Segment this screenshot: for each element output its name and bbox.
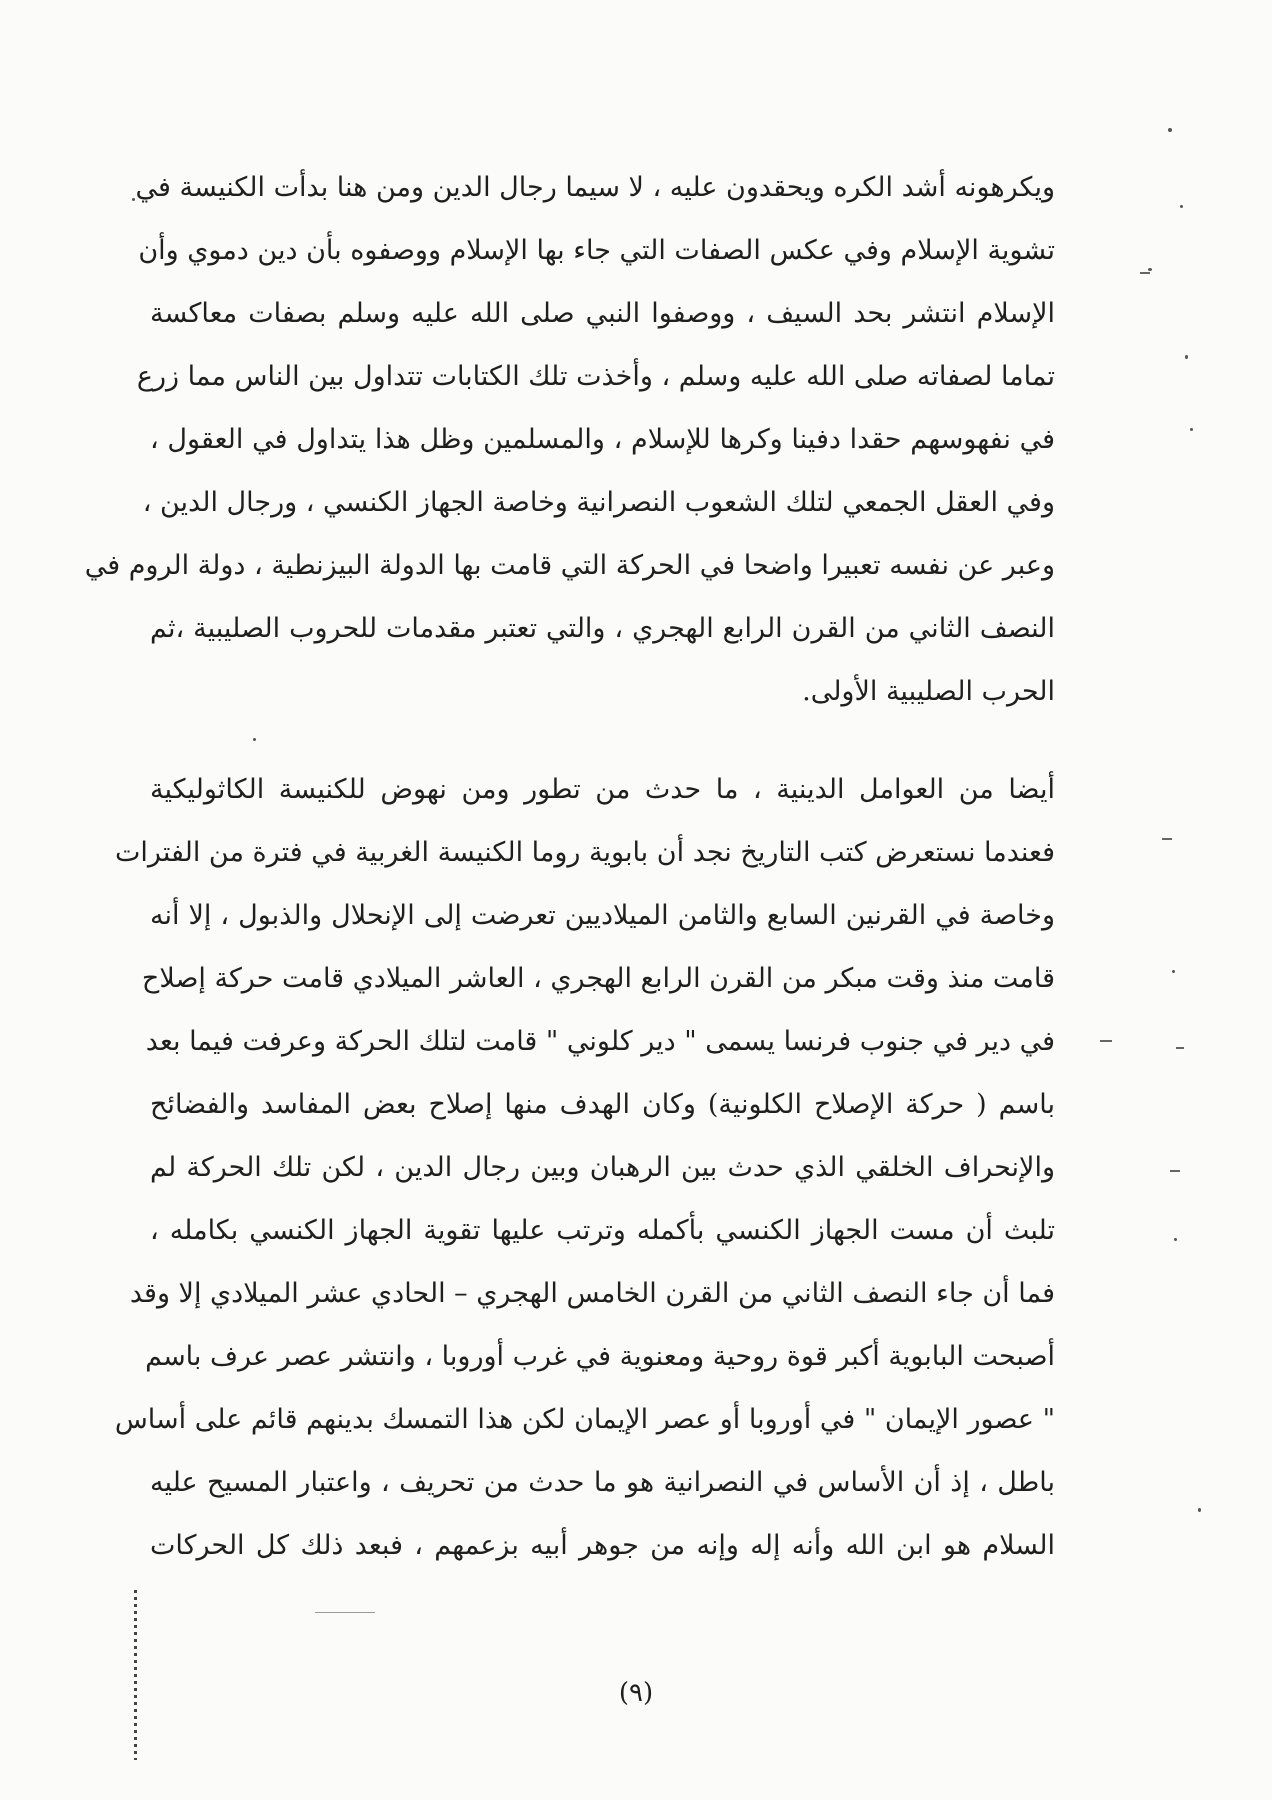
text-line: الإسلام انتشر بحد السيف ، ووصفوا النبي صلى الله عليه وسلم بصفات معاكسة [150, 298, 1055, 329]
text-line: " عصور الإيمان " في أوروبا أو عصر الإيمان لكن هذا التمسك بدينهم قائم على أساس [114, 1404, 1055, 1435]
scan-dash [1162, 838, 1172, 840]
scan-speck [1180, 205, 1183, 208]
scan-speck [1168, 128, 1172, 132]
text-line: فما أن جاء النصف الثاني من القرن الخامس الهجري – الحادي عشر الميلادي إلا وقد [129, 1278, 1055, 1309]
text-line: وخاصة في القرنين السابع والثامن الميلاديين تعرضت إلى الإنحلال والذبول ، إلا أنه [150, 900, 1055, 931]
text-line: والإنحراف الخلقي الذي حدث بين الرهبان وبين رجال الدين ، لكن تلك الحركة لم [150, 1152, 1055, 1183]
scan-dash [1100, 1040, 1112, 1042]
text-line: تلبث أن مست الجهاز الكنسي بأكمله وترتب عليها تقوية الجهاز الكنسي بكامله ، [150, 1215, 1055, 1246]
text-line: أيضا من العوامل الدينية ، ما حدث من تطور ومن نهوض للكنيسة الكاثوليكية [150, 774, 1055, 805]
scan-speck [1172, 970, 1175, 973]
text-line: باسم ( حركة الإصلاح الكلونية) وكان الهدف منها إصلاح بعض المفاسد والفضائح [150, 1089, 1055, 1120]
text-line: تماما لصفاته صلى الله عليه وسلم ، وأخذت تلك الكتابات تتداول بين الناس مما زرع [136, 361, 1055, 392]
scan-dash [315, 1612, 375, 1613]
scan-speck [1190, 428, 1193, 431]
text-line: الحرب الصليبية الأولى. [802, 676, 1055, 707]
scan-dash [1170, 1170, 1180, 1172]
text-line: قامت منذ وقت مبكر من القرن الرابع الهجري ، العاشر الميلادي قامت حركة إصلاح [141, 963, 1055, 994]
scan-speck [1174, 1238, 1177, 1241]
text-line: أصبحت البابوية أكبر قوة روحية ومعنوية في غرب أوروبا ، وانتشر عصر عرف باسم [145, 1341, 1055, 1372]
scan-dash [1140, 272, 1150, 274]
text-line: تشوية الإسلام وفي عكس الصفات التي جاء بها الإسلام ووصفوه بأن دين دموي وأن [138, 235, 1055, 266]
text-line: السلام هو ابن الله وأنه إله وإنه من جوهر أبيه بزعمهم ، فبعد ذلك كل الحركات [150, 1530, 1055, 1561]
text-line: في نفهوسهم حقدا دفينا وكرها للإسلام ، والمسلمين وظل هذا يتداول في العقول ، [150, 424, 1055, 455]
page-number: (٩) [618, 1678, 654, 1708]
scan-speck [1148, 268, 1152, 271]
text-line: فعندما نستعرض كتب التاريخ نجد أن بابوية روما الكنيسة الغربية في فترة من الفترات [115, 837, 1055, 868]
text-line: النصف الثاني من القرن الرابع الهجري ، والتي تعتبر مقدمات للحروب الصليبية ،ثم [150, 613, 1055, 644]
text-line: وعبر عن نفسه تعبيرا واضحا في الحركة التي قامت بها الدولة البيزنطية ، دولة الروم في [84, 550, 1055, 581]
text-line: في دير في جنوب فرنسا يسمى " دير كلوني " قامت لتلك الحركة وعرفت فيما بعد [145, 1026, 1055, 1057]
text-line: ويكرهونه أشد الكره ويحقدون عليه ، لا سيما رجال الدين ومن هنا بدأت الكنيسة في [135, 172, 1055, 203]
scan-speck [253, 738, 256, 741]
paragraph-1 [84, 156, 1055, 723]
scan-dash [1176, 1047, 1184, 1049]
scan-speck [1185, 355, 1188, 359]
text-line: باطل ، إذ أن الأساس في النصرانية هو ما حدث من تحريف ، واعتبار المسيح عليه [150, 1467, 1055, 1498]
text-line: وفي العقل الجمعي لتلك الشعوب النصرانية وخاصة الجهاز الكنسي ، ورجال الدين ، [142, 487, 1055, 518]
scan-binding-dots [134, 1590, 137, 1760]
scan-speck [132, 198, 135, 201]
paragraph-2 [114, 758, 1055, 1577]
scan-speck [1198, 1508, 1201, 1512]
